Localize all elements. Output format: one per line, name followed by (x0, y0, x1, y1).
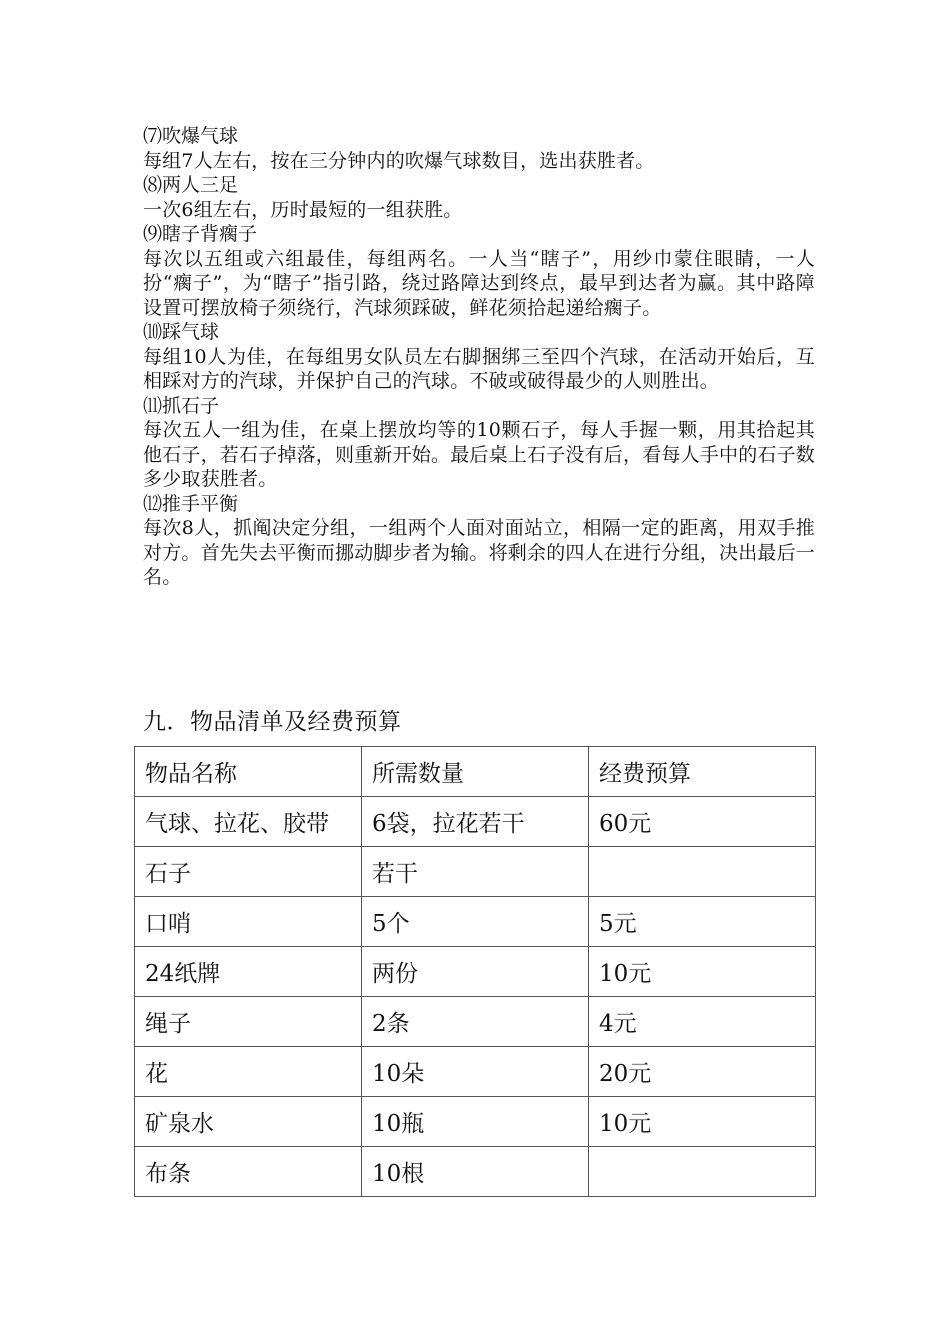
header-cell: 物品名称 (135, 747, 362, 797)
header-cell: 所需数量 (362, 747, 589, 797)
activity-list (143, 124, 815, 590)
item-name-cell: 石子 (135, 847, 362, 897)
activity-title: ⑺吹爆气球 (143, 125, 239, 147)
quantity-cell: 5个 (362, 897, 589, 947)
quantity-cell: 6袋，拉花若干 (362, 797, 589, 847)
table-row (135, 847, 816, 897)
table-row (135, 1097, 816, 1147)
budget-cell: 20元 (589, 1047, 816, 1097)
activity-description: 每组7人左右，按在三分钟内的吹爆气球数目，选出获胜者。 (143, 149, 655, 172)
item-name-cell: 布条 (135, 1147, 362, 1197)
table-row (135, 1047, 816, 1097)
activity-description: 每组10人为佳，在每组男女队员左右脚捆绑三至四个汽球，在活动开始后，互相踩对方的汽球，并保护自己的汽球。不破或破得最少的人则胜出。 (143, 345, 815, 392)
budget-cell: 10元 (589, 1097, 816, 1147)
activity-title: ⑻两人三足 (143, 174, 239, 196)
table-row (135, 997, 816, 1047)
item-name-cell: 24纸牌 (135, 947, 362, 997)
quantity-cell: 若干 (362, 847, 589, 897)
activity-description: 每次以五组或六组最佳，每组两名。一人当“瞎子”，用纱巾蒙住眼睛，一人扮“瘸子”，为“瞎子”指引路，绕过路障达到终点，最早到达者为赢。其中路障设置可摆放椅子须绕行，汽球须踩破，鲜花须拾起递给瘸子。 (143, 247, 815, 319)
budget-cell (589, 847, 816, 897)
activity-description: 一次6组左右，历时最短的一组获胜。 (143, 198, 463, 221)
budget-cell: 4元 (589, 997, 816, 1047)
activity-title: ⑿推手平衡 (143, 492, 239, 515)
quantity-cell: 两份 (362, 947, 589, 997)
quantity-cell: 10瓶 (362, 1097, 589, 1147)
item-name-cell: 矿泉水 (135, 1097, 362, 1147)
table-header-row (135, 747, 816, 797)
activity-title: ⑾抓石子 (143, 394, 220, 417)
quantity-cell: 10朵 (362, 1047, 589, 1097)
table-row (135, 797, 816, 847)
quantity-cell: 10根 (362, 1147, 589, 1197)
budget-cell: 5元 (589, 897, 816, 947)
budget-table (134, 746, 816, 1197)
budget-cell: 60元 (589, 797, 816, 847)
item-name-cell: 气球、拉花、胶带 (135, 797, 362, 847)
table-row (135, 1147, 816, 1197)
item-name-cell: 绳子 (135, 997, 362, 1047)
table-row (135, 947, 816, 997)
header-cell: 经费预算 (589, 747, 816, 797)
item-name-cell: 花 (135, 1047, 362, 1097)
activity-description: 每次五人一组为佳，在桌上摆放均等的10颗石子，每人手握一颗，用其拾起其他石子，若石子掉落，则重新开始。最后桌上石子没有后，看每人手中的石子数多少取获胜者。 (143, 419, 816, 490)
activity-title: ⑽踩气球 (143, 321, 220, 343)
item-name-cell: 口哨 (135, 897, 362, 947)
table-row (135, 897, 816, 947)
activity-description: 每次8人，抓阄决定分组，一组两个人面对面站立，相隔一定的距离，用双手推对方。首先失去平衡而挪动脚步者为输。将剩余的四人在进行分组，决出最后一名。 (143, 517, 816, 588)
section-heading: 九．物品清单及经费预算 (143, 709, 402, 735)
budget-cell (589, 1147, 816, 1197)
quantity-cell: 2条 (362, 997, 589, 1047)
budget-cell: 10元 (589, 947, 816, 997)
activity-title: ⑼瞎子背瘸子 (143, 223, 258, 245)
